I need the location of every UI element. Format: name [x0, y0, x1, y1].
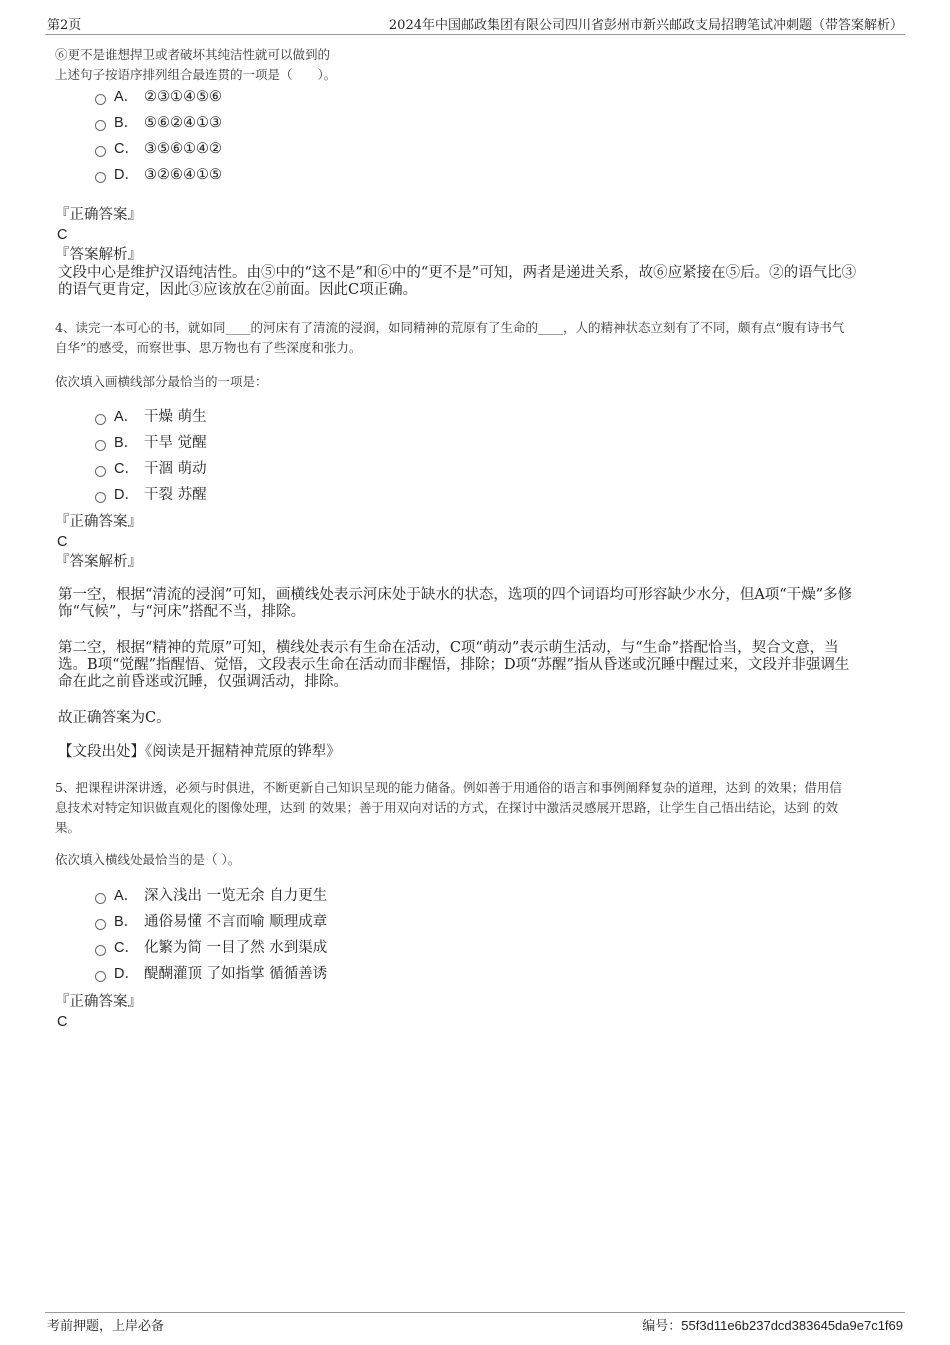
q3-analysis-label: 『答案解析』 — [55, 247, 142, 263]
q5-answer-label: 『正确答案』 — [55, 994, 142, 1010]
q4-answer: C — [57, 534, 68, 550]
q4-option-b[interactable]: B． 干旱 觉醒 — [95, 432, 207, 454]
document-title: 2024年中国邮政集团有限公司四川省彭州市新兴邮政支局招聘笔试冲刺题（带答案解析） — [388, 18, 903, 33]
q4-option-a[interactable]: A． 干燥 萌生 — [95, 406, 207, 428]
radio-icon[interactable] — [95, 893, 106, 904]
radio-icon[interactable] — [95, 94, 106, 105]
q5-prompt: 依次填入横线处最恰当的是（ ）。 — [55, 852, 241, 867]
q5-option-c[interactable]: C． 化繁为简 一目了然 水到渠成 — [95, 937, 327, 959]
q3-option-b[interactable]: B． ⑤⑥②④①③ — [95, 112, 222, 134]
footer-slogan: 考前押题，上岸必备 — [47, 1319, 165, 1334]
q4-option-c[interactable]: C． 干涸 萌动 — [95, 458, 207, 480]
footer-code: 编号：55f3d11e6b237dcd383645da9e7c1f69 — [642, 1318, 903, 1334]
radio-icon[interactable] — [95, 492, 106, 503]
q4-analysis-p2: 第二空，根据“精神的荒原”可知，横线处表示有生命在活动，C项“萌动”表示萌生活动，与“生命”搭配恰当，契合文意，当 选。B项“觉醒”指醒悟、觉悟，文段表示生命在活动而非醒悟，排除；D项“苏醒”指从昏迷或沉睡中醒过来，文段并非强调生 命在此之前昏迷或沉睡，仅强调活动，排除。 — [58, 640, 850, 690]
q4-prompt: 依次填入画横线部分最恰当的一项是： — [55, 374, 268, 389]
q3-answer-label: 『正确答案』 — [55, 207, 142, 223]
q4-option-d[interactable]: D． 干裂 苏醒 — [95, 484, 207, 506]
q3-stem: 上述句子按语序排列组合最连贯的一项是（ ）。 — [55, 67, 337, 82]
radio-icon[interactable] — [95, 120, 106, 131]
q3-option-d[interactable]: D． ③②⑥④①⑤ — [95, 164, 222, 186]
radio-icon[interactable] — [95, 146, 106, 157]
radio-icon[interactable] — [95, 172, 106, 183]
q5-stem: 5、把课程讲深讲透，必须与时俱进，不断更新自己知识呈现的能力储备。例如善于用通俗的语言和事例阐释复杂的道理，达到 的效果；借用信 息技术对特定知识做直观化的图像处理，达到 的效果；善于用双向对话的方式，在探讨中激活灵感展开思路，让学生自己悟出结论，达到 的效 果。 — [55, 780, 842, 835]
radio-icon[interactable] — [95, 414, 106, 425]
q4-analysis-label: 『答案解析』 — [55, 554, 142, 570]
q3-option-a[interactable]: A． ②③①④⑤⑥ — [95, 86, 222, 108]
radio-icon[interactable] — [95, 971, 106, 982]
q3-answer: C — [57, 227, 68, 243]
q5-option-a[interactable]: A． 深入浅出 一览无余 自力更生 — [95, 885, 327, 907]
radio-icon[interactable] — [95, 440, 106, 451]
q4-source: 【文段出处】《阅读是开掘精神荒原的铧犁》 — [58, 744, 341, 760]
q3-analysis: 文段中心是维护汉语纯洁性。由⑤中的“这不是”和⑥中的“更不是”可知，两者是递进关系，故⑥应紧接在⑤后。②的语气比③ 的语气更肯定，因此③应该放在②前面。因此C项正确。 — [58, 265, 857, 298]
radio-icon[interactable] — [95, 945, 106, 956]
q3-sentence-6: ⑥更不是谁想捍卫或者破坏其纯洁性就可以做到的 — [55, 47, 331, 62]
q4-stem: 4、读完一本可心的书，就如同____的河床有了清流的浸润，如同精神的荒原有了生命的____，人的精神状态立刻有了不同，颇有点“腹有诗书气 自华”的感受，而察世事、思万物也有了些深度和张力。 — [55, 320, 845, 355]
page-header — [45, 14, 905, 35]
q5-option-b[interactable]: B． 通俗易懂 不言而喻 顺理成章 — [95, 911, 327, 933]
q4-answer-label: 『正确答案』 — [55, 514, 142, 530]
radio-icon[interactable] — [95, 466, 106, 477]
q4-conclusion: 故正确答案为C。 — [58, 710, 171, 726]
radio-icon[interactable] — [95, 919, 106, 930]
page-number: 第2页 — [47, 18, 82, 33]
q4-analysis-p1: 第一空，根据“清流的浸润”可知，画横线处表示河床处于缺水的状态，选项的四个词语均可形容缺少水分，但A项“干燥”多修 饰“气候”，与“河床”搭配不当，排除。 — [58, 587, 853, 620]
q5-answer: C — [57, 1014, 68, 1030]
q5-option-d[interactable]: D． 醍醐灌顶 了如指掌 循循善诱 — [95, 963, 327, 985]
page-footer — [45, 1312, 905, 1335]
q3-option-c[interactable]: C． ③⑤⑥①④② — [95, 138, 222, 160]
